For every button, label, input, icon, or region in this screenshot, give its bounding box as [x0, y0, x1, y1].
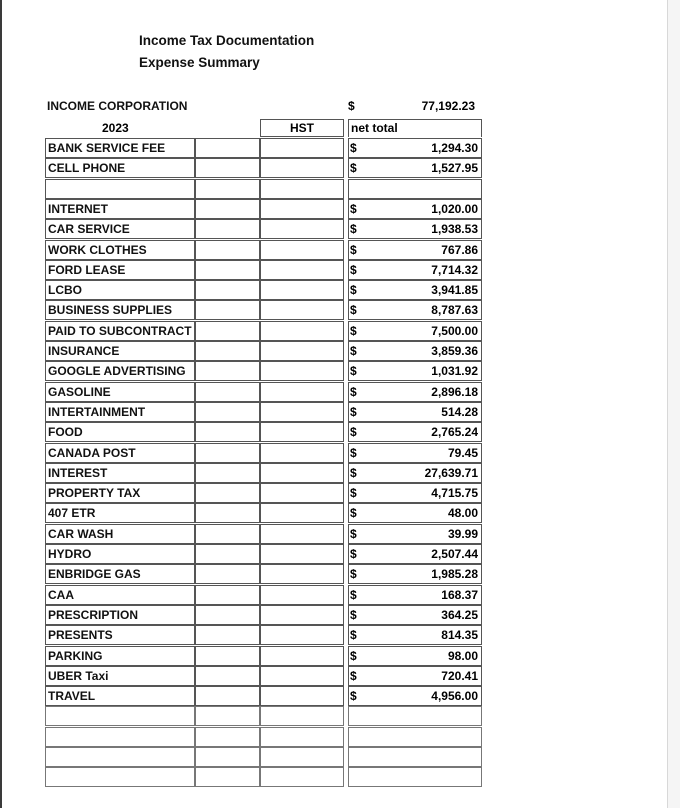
blank-cell — [195, 361, 260, 381]
expense-name-cell: FOOD — [45, 422, 195, 442]
currency-symbol: $ — [350, 201, 357, 216]
expense-amount: 1,294.30 — [431, 141, 478, 155]
expense-amount: 2,896.18 — [431, 384, 478, 399]
expense-amount: 1,031.92 — [431, 364, 478, 379]
blank-cell — [195, 767, 260, 787]
document-subtitle: Expense Summary — [139, 55, 260, 70]
hst-cell — [260, 341, 344, 361]
expense-name-cell: CANADA POST — [45, 443, 195, 463]
table-row — [45, 524, 482, 544]
expense-name-cell: FORD LEASE — [45, 260, 195, 280]
blank-cell — [195, 179, 260, 199]
hst-cell — [260, 503, 344, 523]
currency-symbol: $ — [350, 425, 357, 440]
expense-amount: 7,500.00 — [431, 323, 478, 338]
blank-cell — [195, 666, 260, 686]
currency-symbol: $ — [350, 567, 357, 582]
currency-symbol: $ — [350, 607, 357, 622]
hst-cell — [260, 260, 344, 280]
expense-name-cell: PARKING — [45, 646, 195, 666]
blank-cell — [195, 321, 260, 341]
expense-name-cell: INTERNET — [45, 199, 195, 219]
hst-cell — [260, 321, 344, 341]
expense-amount: 48.00 — [447, 506, 478, 521]
table-row — [45, 280, 482, 300]
expense-amount: 3,859.36 — [431, 344, 478, 358]
table-row — [45, 199, 482, 219]
hst-cell — [260, 361, 344, 381]
blank-cell — [195, 422, 260, 442]
expense-amount: 3,941.85 — [431, 283, 478, 298]
table-row — [45, 585, 482, 605]
expense-name-cell: CAR SERVICE — [45, 219, 195, 239]
blank-cell — [195, 727, 260, 747]
hst-cell — [260, 564, 344, 584]
hst-cell — [260, 483, 344, 503]
blank-cell — [195, 382, 260, 402]
expense-amount: 39.99 — [447, 526, 478, 541]
hst-cell — [260, 138, 344, 158]
expense-amount: 2,765.24 — [431, 425, 478, 440]
expense-amount: 7,714.32 — [431, 262, 478, 277]
currency-symbol: $ — [350, 404, 357, 419]
empty-row — [45, 706, 482, 726]
hst-cell — [260, 706, 344, 726]
expense-name-cell: GOOGLE ADVERTISING — [45, 361, 195, 381]
expense-amount: 4,715.75 — [431, 486, 478, 501]
hst-cell — [260, 402, 344, 422]
table-row — [45, 402, 482, 422]
table-row — [45, 686, 482, 706]
net-total-cell — [348, 747, 482, 767]
blank-cell — [195, 524, 260, 544]
expense-name-cell: PAID TO SUBCONTRACT — [45, 321, 195, 341]
expense-amount: 1,527.95 — [431, 161, 478, 176]
blank-cell — [195, 280, 260, 300]
hst-cell — [260, 524, 344, 544]
document-title: Income Tax Documentation — [139, 33, 315, 48]
table-row — [45, 564, 482, 584]
currency-symbol: $ — [350, 587, 357, 602]
expense-name-cell: 407 ETR — [45, 503, 195, 523]
table-row — [45, 158, 482, 178]
currency-symbol: $ — [350, 384, 357, 399]
blank-cell — [195, 564, 260, 584]
expense-name-cell: TRAVEL — [45, 686, 195, 706]
hst-cell — [260, 544, 344, 564]
hst-column-header: HST — [260, 119, 344, 137]
expense-name-cell: CELL PHONE — [45, 158, 195, 178]
empty-row — [45, 727, 482, 747]
blank-cell — [195, 747, 260, 767]
blank-cell — [195, 706, 260, 726]
expense-amount: 98.00 — [447, 648, 478, 663]
currency-symbol: $ — [350, 283, 357, 298]
table-row — [45, 321, 482, 341]
hst-cell — [260, 686, 344, 706]
currency-symbol: $ — [350, 628, 357, 643]
expense-name-cell: CAA — [45, 585, 195, 605]
blank-cell — [195, 240, 260, 260]
blank-cell — [195, 646, 260, 666]
net-total-cell — [348, 706, 482, 726]
currency-symbol: $ — [350, 648, 357, 663]
currency-symbol: $ — [350, 506, 357, 521]
total-currency: $ — [348, 99, 355, 113]
expense-amount: 364.25 — [441, 607, 478, 622]
table-row — [45, 625, 482, 645]
expense-name-cell: INTERTAINMENT — [45, 402, 195, 422]
expense-name-cell: UBER Taxi — [45, 666, 195, 686]
expense-amount: 2,507.44 — [431, 547, 478, 561]
expense-amount: 4,956.00 — [431, 689, 478, 704]
hst-cell — [260, 300, 344, 320]
expense-name-cell: CAR WASH — [45, 524, 195, 544]
expense-name-cell — [45, 179, 195, 199]
empty-row — [45, 767, 482, 787]
blank-cell — [195, 300, 260, 320]
expense-name-cell — [45, 767, 195, 787]
expense-amount: 514.28 — [441, 404, 478, 419]
table-row — [45, 260, 482, 280]
blank-cell — [195, 443, 260, 463]
expense-name-cell: PROPERTY TAX — [45, 483, 195, 503]
currency-symbol: $ — [350, 242, 357, 257]
currency-symbol: $ — [350, 141, 357, 155]
table-row — [45, 666, 482, 686]
currency-symbol: $ — [350, 668, 357, 683]
blank-cell — [195, 199, 260, 219]
table-row — [45, 503, 482, 523]
hst-cell — [260, 625, 344, 645]
currency-symbol: $ — [350, 526, 357, 541]
tax-year: 2023 — [102, 121, 129, 135]
table-row — [45, 443, 482, 463]
expense-amount: 1,985.28 — [431, 567, 478, 582]
expense-name-cell: HYDRO — [45, 544, 195, 564]
table-row — [45, 422, 482, 442]
blank-cell — [195, 158, 260, 178]
table-row — [45, 240, 482, 260]
expense-name-cell: WORK CLOTHES — [45, 240, 195, 260]
expense-name-cell — [45, 747, 195, 767]
net-total-cell — [348, 767, 482, 787]
blank-cell — [195, 219, 260, 239]
table-row — [45, 463, 482, 483]
currency-symbol: $ — [350, 547, 357, 561]
blank-cell — [195, 625, 260, 645]
expense-amount: 1,938.53 — [431, 222, 478, 237]
hst-cell — [260, 666, 344, 686]
currency-symbol: $ — [350, 445, 357, 460]
blank-cell — [195, 585, 260, 605]
table-row — [45, 646, 482, 666]
currency-symbol: $ — [350, 486, 357, 501]
table-row — [45, 361, 482, 381]
expense-name-cell — [45, 727, 195, 747]
blank-cell — [195, 260, 260, 280]
expense-name-cell: LCBO — [45, 280, 195, 300]
blank-cell — [195, 463, 260, 483]
currency-symbol: $ — [350, 344, 357, 358]
expense-amount: 767.86 — [441, 242, 478, 257]
table-row — [45, 300, 482, 320]
expense-name-cell: INTEREST — [45, 463, 195, 483]
table-row — [45, 179, 482, 199]
table-row — [45, 483, 482, 503]
net-total-column-header: net total — [348, 119, 482, 137]
hst-cell — [260, 422, 344, 442]
expense-name-cell: BUSINESS SUPPLIES — [45, 300, 195, 320]
expense-amount: 79.45 — [447, 445, 478, 460]
grand-total: 77,192.23 — [421, 99, 475, 113]
hst-cell — [260, 240, 344, 260]
net-total-cell — [348, 727, 482, 747]
hst-cell — [260, 585, 344, 605]
currency-symbol: $ — [350, 222, 357, 237]
blank-cell — [195, 503, 260, 523]
hst-cell — [260, 219, 344, 239]
expense-amount: 814.35 — [441, 628, 478, 643]
expense-amount: 168.37 — [441, 587, 478, 602]
hst-cell — [260, 463, 344, 483]
blank-cell — [195, 483, 260, 503]
currency-symbol: $ — [350, 364, 357, 379]
expense-name-cell — [45, 706, 195, 726]
empty-row — [45, 747, 482, 767]
currency-symbol: $ — [350, 161, 357, 176]
hst-cell — [260, 199, 344, 219]
expense-amount: 1,020.00 — [431, 201, 478, 216]
expense-name-cell: GASOLINE — [45, 382, 195, 402]
expense-amount: 8,787.63 — [431, 303, 478, 318]
blank-cell — [195, 544, 260, 564]
expense-name-cell: PRESCRIPTION — [45, 605, 195, 625]
table-row — [45, 219, 482, 239]
expense-name-cell: PRESENTS — [45, 625, 195, 645]
blank-cell — [195, 341, 260, 361]
table-row — [45, 138, 482, 158]
blank-cell — [195, 138, 260, 158]
hst-cell — [260, 179, 344, 199]
blank-cell — [195, 686, 260, 706]
expense-amount: 720.41 — [441, 668, 478, 683]
company-name: INCOME CORPORATION — [47, 99, 188, 113]
currency-symbol: $ — [350, 303, 357, 318]
table-row — [45, 605, 482, 625]
currency-symbol: $ — [350, 323, 357, 338]
expense-amount: 27,639.71 — [424, 465, 478, 480]
hst-cell — [260, 158, 344, 178]
expense-name-cell: BANK SERVICE FEE — [45, 138, 195, 158]
hst-cell — [260, 767, 344, 787]
net-total-cell — [348, 179, 482, 199]
hst-cell — [260, 605, 344, 625]
currency-symbol: $ — [350, 262, 357, 277]
hst-cell — [260, 646, 344, 666]
expense-name-cell: INSURANCE — [45, 341, 195, 361]
hst-cell — [260, 727, 344, 747]
expense-name-cell: ENBRIDGE GAS — [45, 564, 195, 584]
table-row — [45, 382, 482, 402]
table-row — [45, 341, 482, 361]
hst-cell — [260, 382, 344, 402]
hst-cell — [260, 280, 344, 300]
currency-symbol: $ — [350, 689, 357, 704]
currency-symbol: $ — [350, 465, 357, 480]
table-row — [45, 544, 482, 564]
blank-cell — [195, 605, 260, 625]
blank-cell — [195, 402, 260, 422]
hst-cell — [260, 747, 344, 767]
hst-cell — [260, 443, 344, 463]
